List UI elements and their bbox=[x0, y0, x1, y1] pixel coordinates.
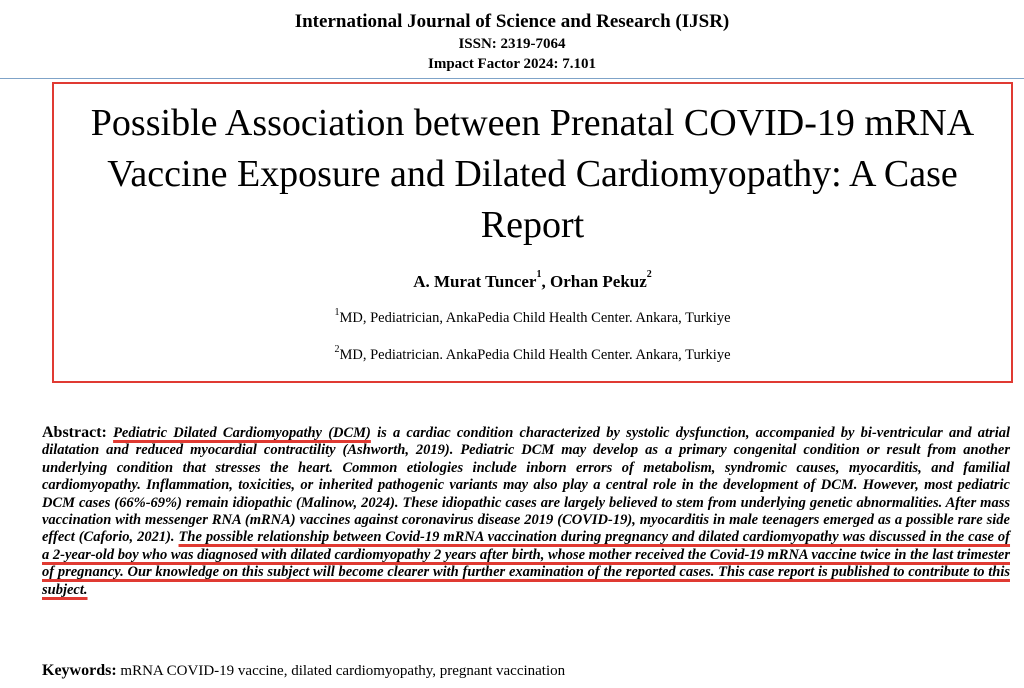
affiliation-1 bbox=[54, 307, 1011, 327]
affiliation-text: MD, Pediatrician, AnkaPedia Child Health Center. Ankara, Turkiye bbox=[339, 310, 731, 326]
keywords-label: Keywords: bbox=[42, 662, 117, 679]
header-divider bbox=[0, 78, 1024, 79]
affiliation-mark: 1 bbox=[334, 307, 340, 318]
abstract-text: is a cardiac condition characterized by systolic dysfunction, accompanied by bi-ventricular and atrial dilatation and reduced myocardial contractility (Ashworth, 2019). Pediatric DCM may develop as a primary congenital condition or result from another underlying condition that stresses the heart. Common etiologies include inborn errors of metabolism, syndromic causes, myocarditis, and familial cardiomyopathy. Inflammation, toxicities, or inherited pathogenic variants may also play a central role in the development of DCM. However, most pediatric DCM cases (66%-69%) remain idiopathic (Malinow, 2024). These idiopathic cases are largely believed to stem from underlying genetic abnormalities. After mass vaccination with messenger RNA (mRNA) vaccines against coronavirus disease 2019 (COVID-19), myocarditis in male teenagers emerged as a possible rare side effect (Caforio, 2021). bbox=[42, 425, 1011, 546]
author-affiliation-mark: 2 bbox=[646, 269, 652, 280]
abstract-paragraph bbox=[42, 424, 1010, 599]
abstract-body bbox=[42, 425, 1010, 598]
journal-impact-factor: Impact Factor 2024: 7.101 bbox=[427, 56, 597, 72]
journal-header bbox=[0, 10, 1024, 74]
abstract-label: Abstract: bbox=[42, 424, 107, 441]
author-separator: , bbox=[541, 272, 550, 291]
affiliation-mark: 2 bbox=[334, 344, 340, 355]
paper-title: Possible Association between Prenatal COVID-19 mRNA Vaccine Exposure and Dilated Cardiomyopathy: A Case Report bbox=[90, 102, 975, 246]
author-list bbox=[54, 269, 1011, 292]
affiliation-text: MD, Pediatrician. AnkaPedia Child Health Center. Ankara, Turkiye bbox=[339, 347, 731, 363]
keywords-line bbox=[42, 662, 565, 680]
author-name: A. Murat Tuncer bbox=[413, 272, 537, 291]
journal-name: International Journal of Science and Research (IJSR) bbox=[294, 11, 730, 32]
journal-issn: ISSN: 2319-7064 bbox=[458, 36, 566, 52]
author-affiliation-mark: 1 bbox=[536, 269, 542, 280]
underlined-term: Pediatric Dilated Cardiomyopathy (DCM) bbox=[113, 425, 371, 441]
author-name: Orhan Pekuz bbox=[549, 272, 647, 291]
keywords-text: mRNA COVID-19 vaccine, dilated cardiomyopathy, pregnant vaccination bbox=[120, 663, 566, 679]
underlined-conclusion: The possible relationship between Covid-19 mRNA vaccination during pregnancy and dilated cardiomyopathy was discussed in the case of a 2-year-old boy who was diagnosed with dilated cardiomyopathy 2 years after birth, whose mother received the Covid-19 mRNA vaccine twice in the last trimester of pregnancy. Our knowledge on this subject will become clearer with further examination of the reported cases. This case report is published to contribute to this subject. bbox=[42, 529, 1011, 598]
title-highlight-box bbox=[52, 82, 1013, 383]
affiliation-2 bbox=[54, 344, 1011, 364]
